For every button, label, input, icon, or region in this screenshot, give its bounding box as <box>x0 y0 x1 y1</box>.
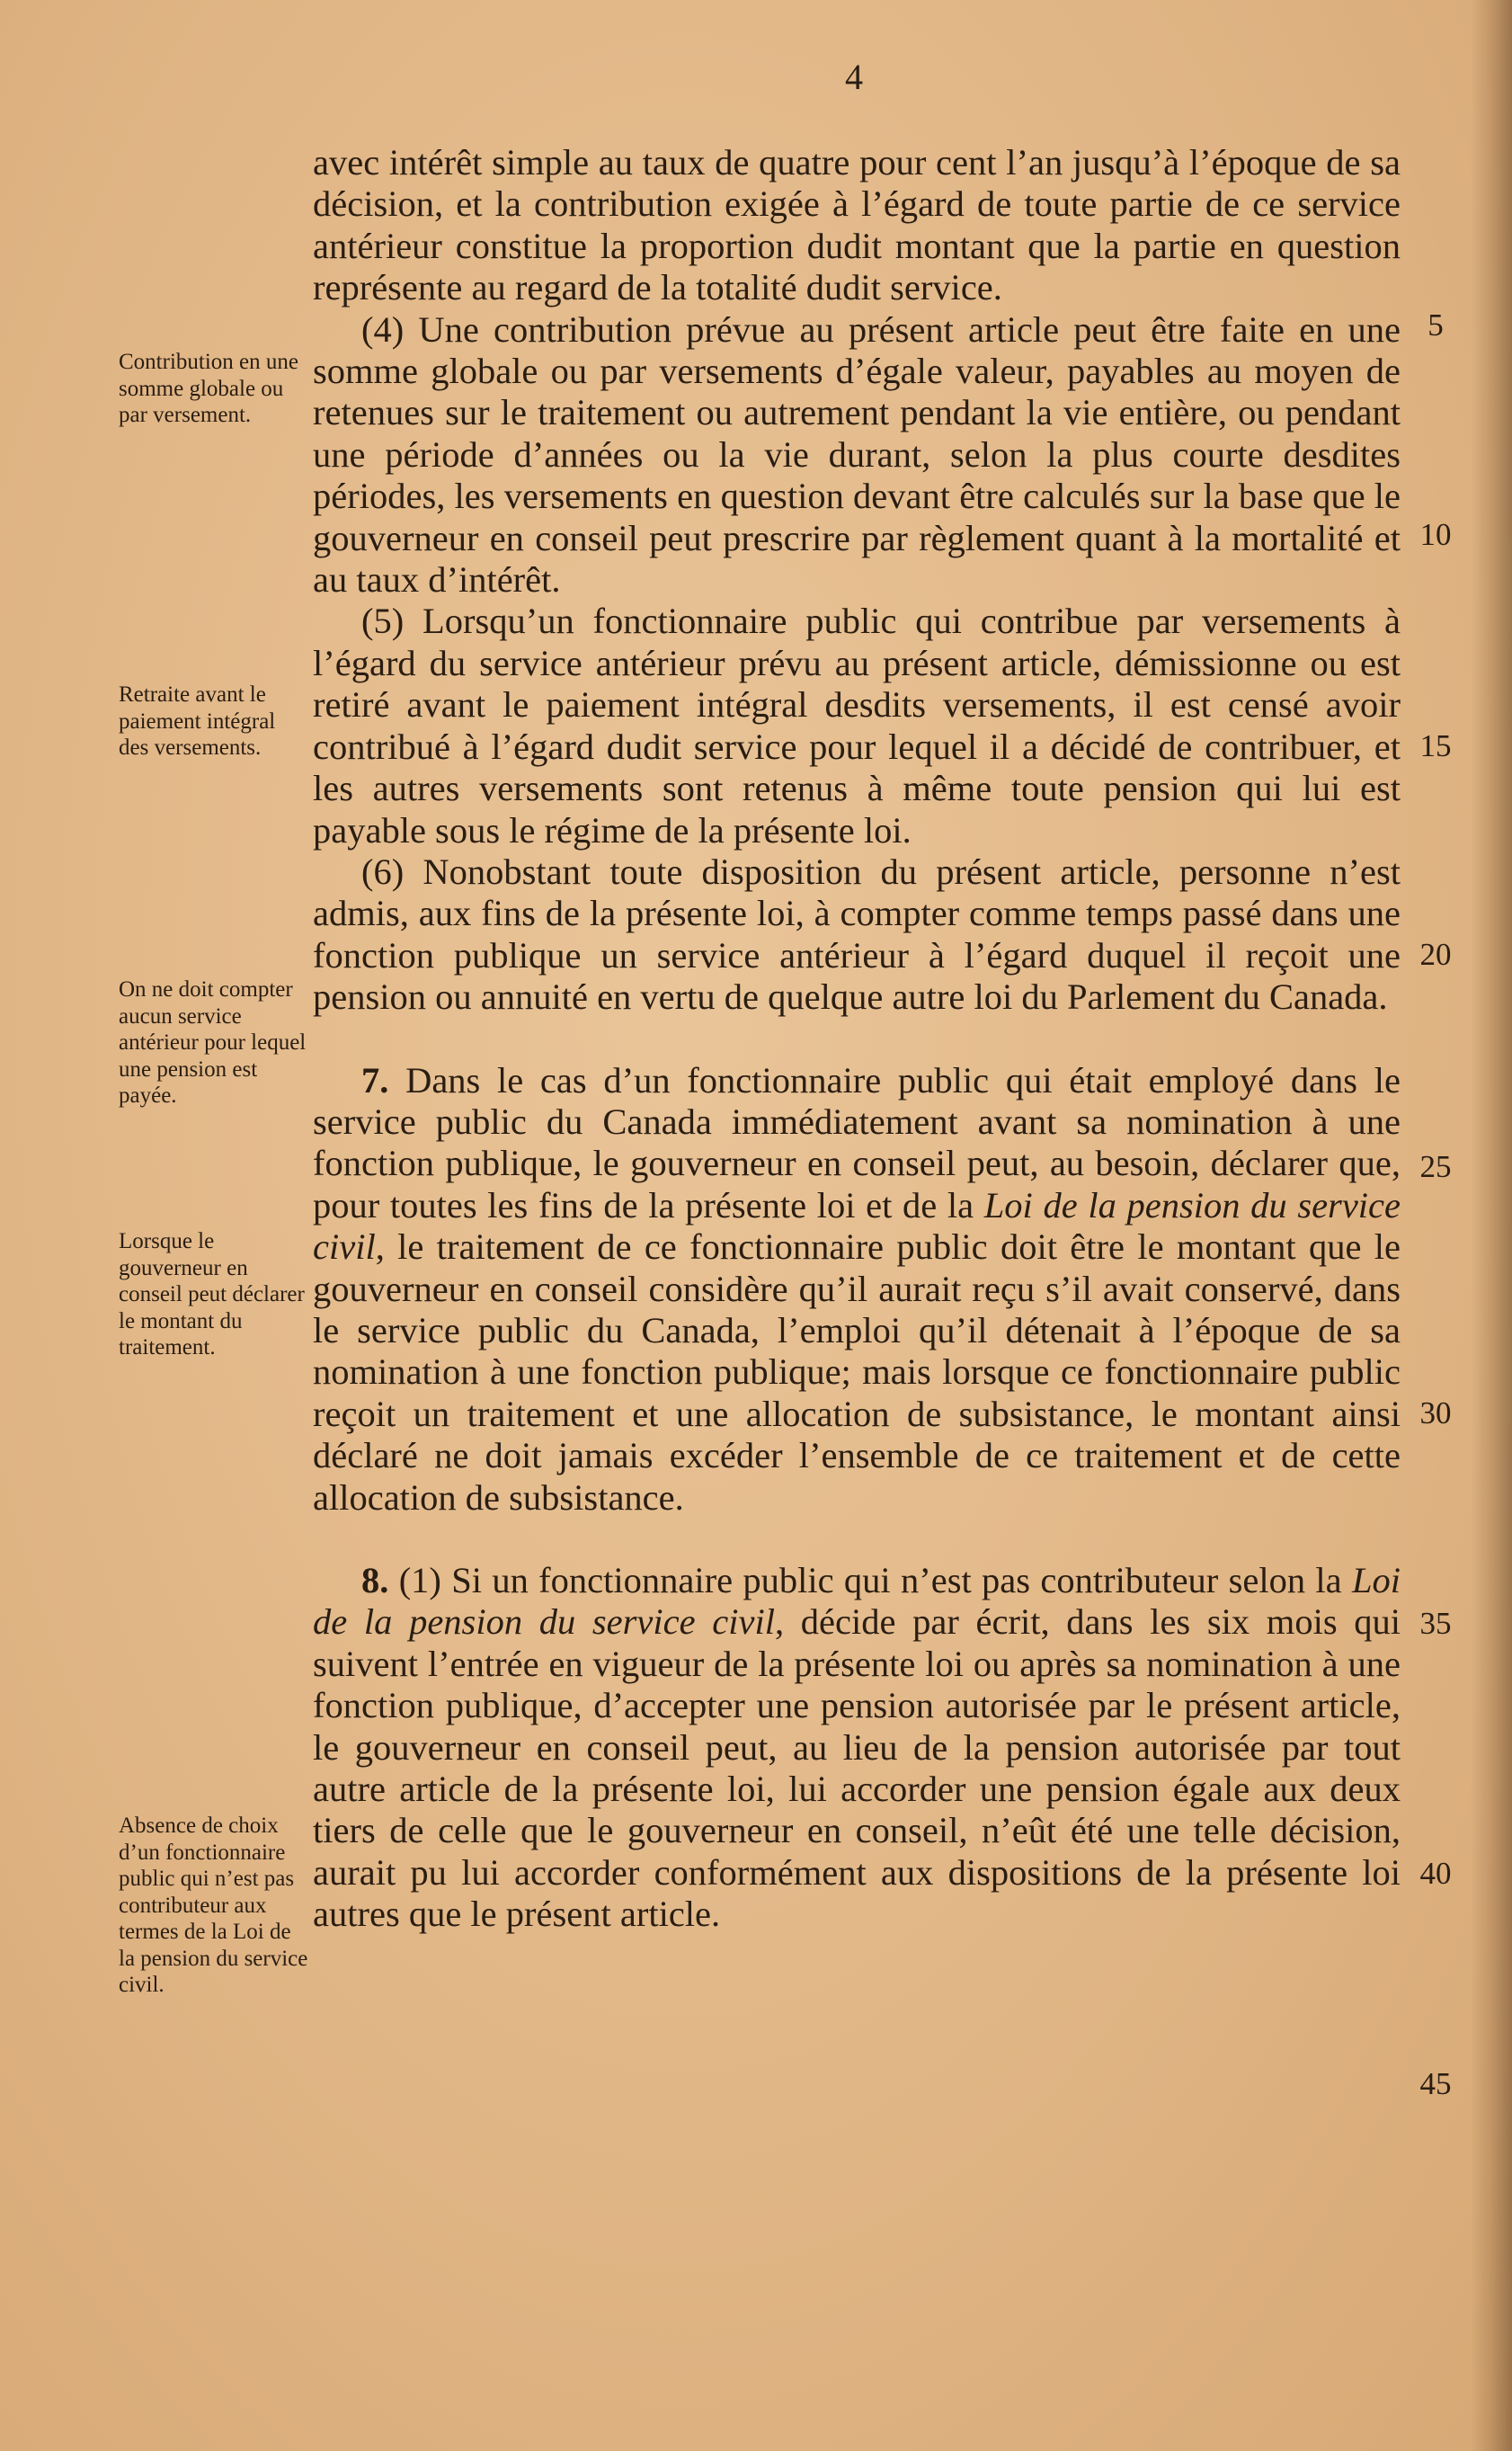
paragraph-continuation: avec intérêt simple au taux de quatre pour cent l’an jusqu’à l’époque de sa décision, et la contribution exigée à l’égard de toute partie de ce service antérieur constitue la proportion dudit montant que la partie en question représente au regard de la totalité dudit service. <box>313 142 1401 308</box>
section-8-number: 8. <box>361 1560 389 1600</box>
paragraph-6: (6) Nonobstant toute disposition du présent article, personne n’est admis, aux fins de la présente loi, à compter comme temps passé dans une fonction publique un service antérieur à l’égard duquel il reçoit une pension ou annuité en vertu de quelque autre loi du Parlement du Canada. <box>313 851 1401 1018</box>
line-number: 10 <box>1419 517 1452 552</box>
section-8-act-title: Loi de la pension du service civil <box>313 1560 1401 1643</box>
section-7-text-b: , le traitement de ce fonctionnaire public doit être le montant que le gouverneur en conseil considère qu’il aurait reçu s’il avait conservé, dans le service public du Canada, l’emploi qu’il détenait à l’époque de sa nomination à une fonction publique; mais lorsque ce fonctionnaire public reçoit un traitement et une allocation de subsistance, le montant ainsi déclaré ne doit jamais excéder l’ensemble de ce traitement et de cette allocation de subsistance. <box>313 1226 1401 1518</box>
line-number: 30 <box>1419 1395 1452 1430</box>
page-number: 4 <box>845 57 863 97</box>
section-8-text-b: , décide par écrit, dans les six mois qui suivent l’entrée en vigueur de la présente loi ou après sa nomination à une fonction publique, d’accepter une pension autorisée par le présent article, le gouverneur en conseil peut, au lieu de la pension autorisée par tout autre article de la présente loi, lui accorder une pension égale aux deux tiers de celle que le gouverneur en conseil, n’eût été une telle décision, aurait pu lui accorder conformément aux dispositions de la présente loi autres que le présent article. <box>313 1601 1401 1935</box>
line-number: 45 <box>1419 2066 1452 2101</box>
line-number: 35 <box>1419 1606 1452 1641</box>
line-number: 20 <box>1419 937 1452 972</box>
line-number: 40 <box>1419 1856 1452 1891</box>
line-number: 25 <box>1419 1149 1452 1184</box>
page-edge-shadow <box>1471 0 1512 2451</box>
paragraph-4: (4) Une contribution prévue au présent article peut être faite en une somme globale ou par versements d’égale valeur, payables au moyen de retenues sur le traitement ou autrement pendant la vie entière, ou pendant une période d’années ou la vie durant, selon la plus courte desdites périodes, les versements en question devant être calculés sur la base que le gouverneur en conseil peut prescrire par règlement quant à la mortalité et au taux d’intérêt. <box>313 308 1401 601</box>
margin-note-lump-sum: Contribution en une somme globale ou par versement. <box>119 350 298 427</box>
section-7-number: 7. <box>361 1059 389 1101</box>
margin-note-salary-declaration: Lorsque le gouverneur en conseil peut déclarer le montant du traitement. <box>119 1229 305 1359</box>
margin-note-prior-service: On ne doit compter aucun service antérieur pour lequel une pension est payée. <box>119 977 307 1108</box>
section-7-act-title: Loi de la pension du service civil <box>313 1184 1401 1268</box>
line-number: 5 <box>1428 307 1444 343</box>
section-7-text-a: Dans le cas d’un fonctionnaire public qui était employé dans le service public du Canada immédiatement avant sa nomination à une fonction publique, le gouverneur en conseil peut, au besoin, déclarer que, pour toutes les fins de la présente loi et de la <box>313 1059 1401 1226</box>
margin-note-retirement: Retraite avant le paiement intégral des versements. <box>119 682 276 760</box>
section-8 <box>313 1560 1401 1936</box>
section-8-text-a: (1) Si un fonctionnaire public qui n’est pas contributeur selon la <box>388 1560 1352 1600</box>
section-7 <box>313 1060 1401 1519</box>
paragraph-5: (5) Lorsqu’un fonctionnaire public qui contribue par versements à l’égard du service antérieur prévu au présent article, démissionne ou est retiré avant le paiement intégral desdits versements, il est censé avoir contribué à l’égard dudit service pour lequel il a décidé de contribuer, et les autres versements sont retenus à même toute pension qui lui est payable sous le régime de la présente loi. <box>313 601 1401 851</box>
main-text <box>313 142 1401 1936</box>
margin-note-no-choice: Absence de choix d’un fonctionnaire public qui n’est pas contributeur aux termes de la Loi de la pension du service civil. <box>119 1814 308 1997</box>
line-number: 15 <box>1419 728 1452 763</box>
